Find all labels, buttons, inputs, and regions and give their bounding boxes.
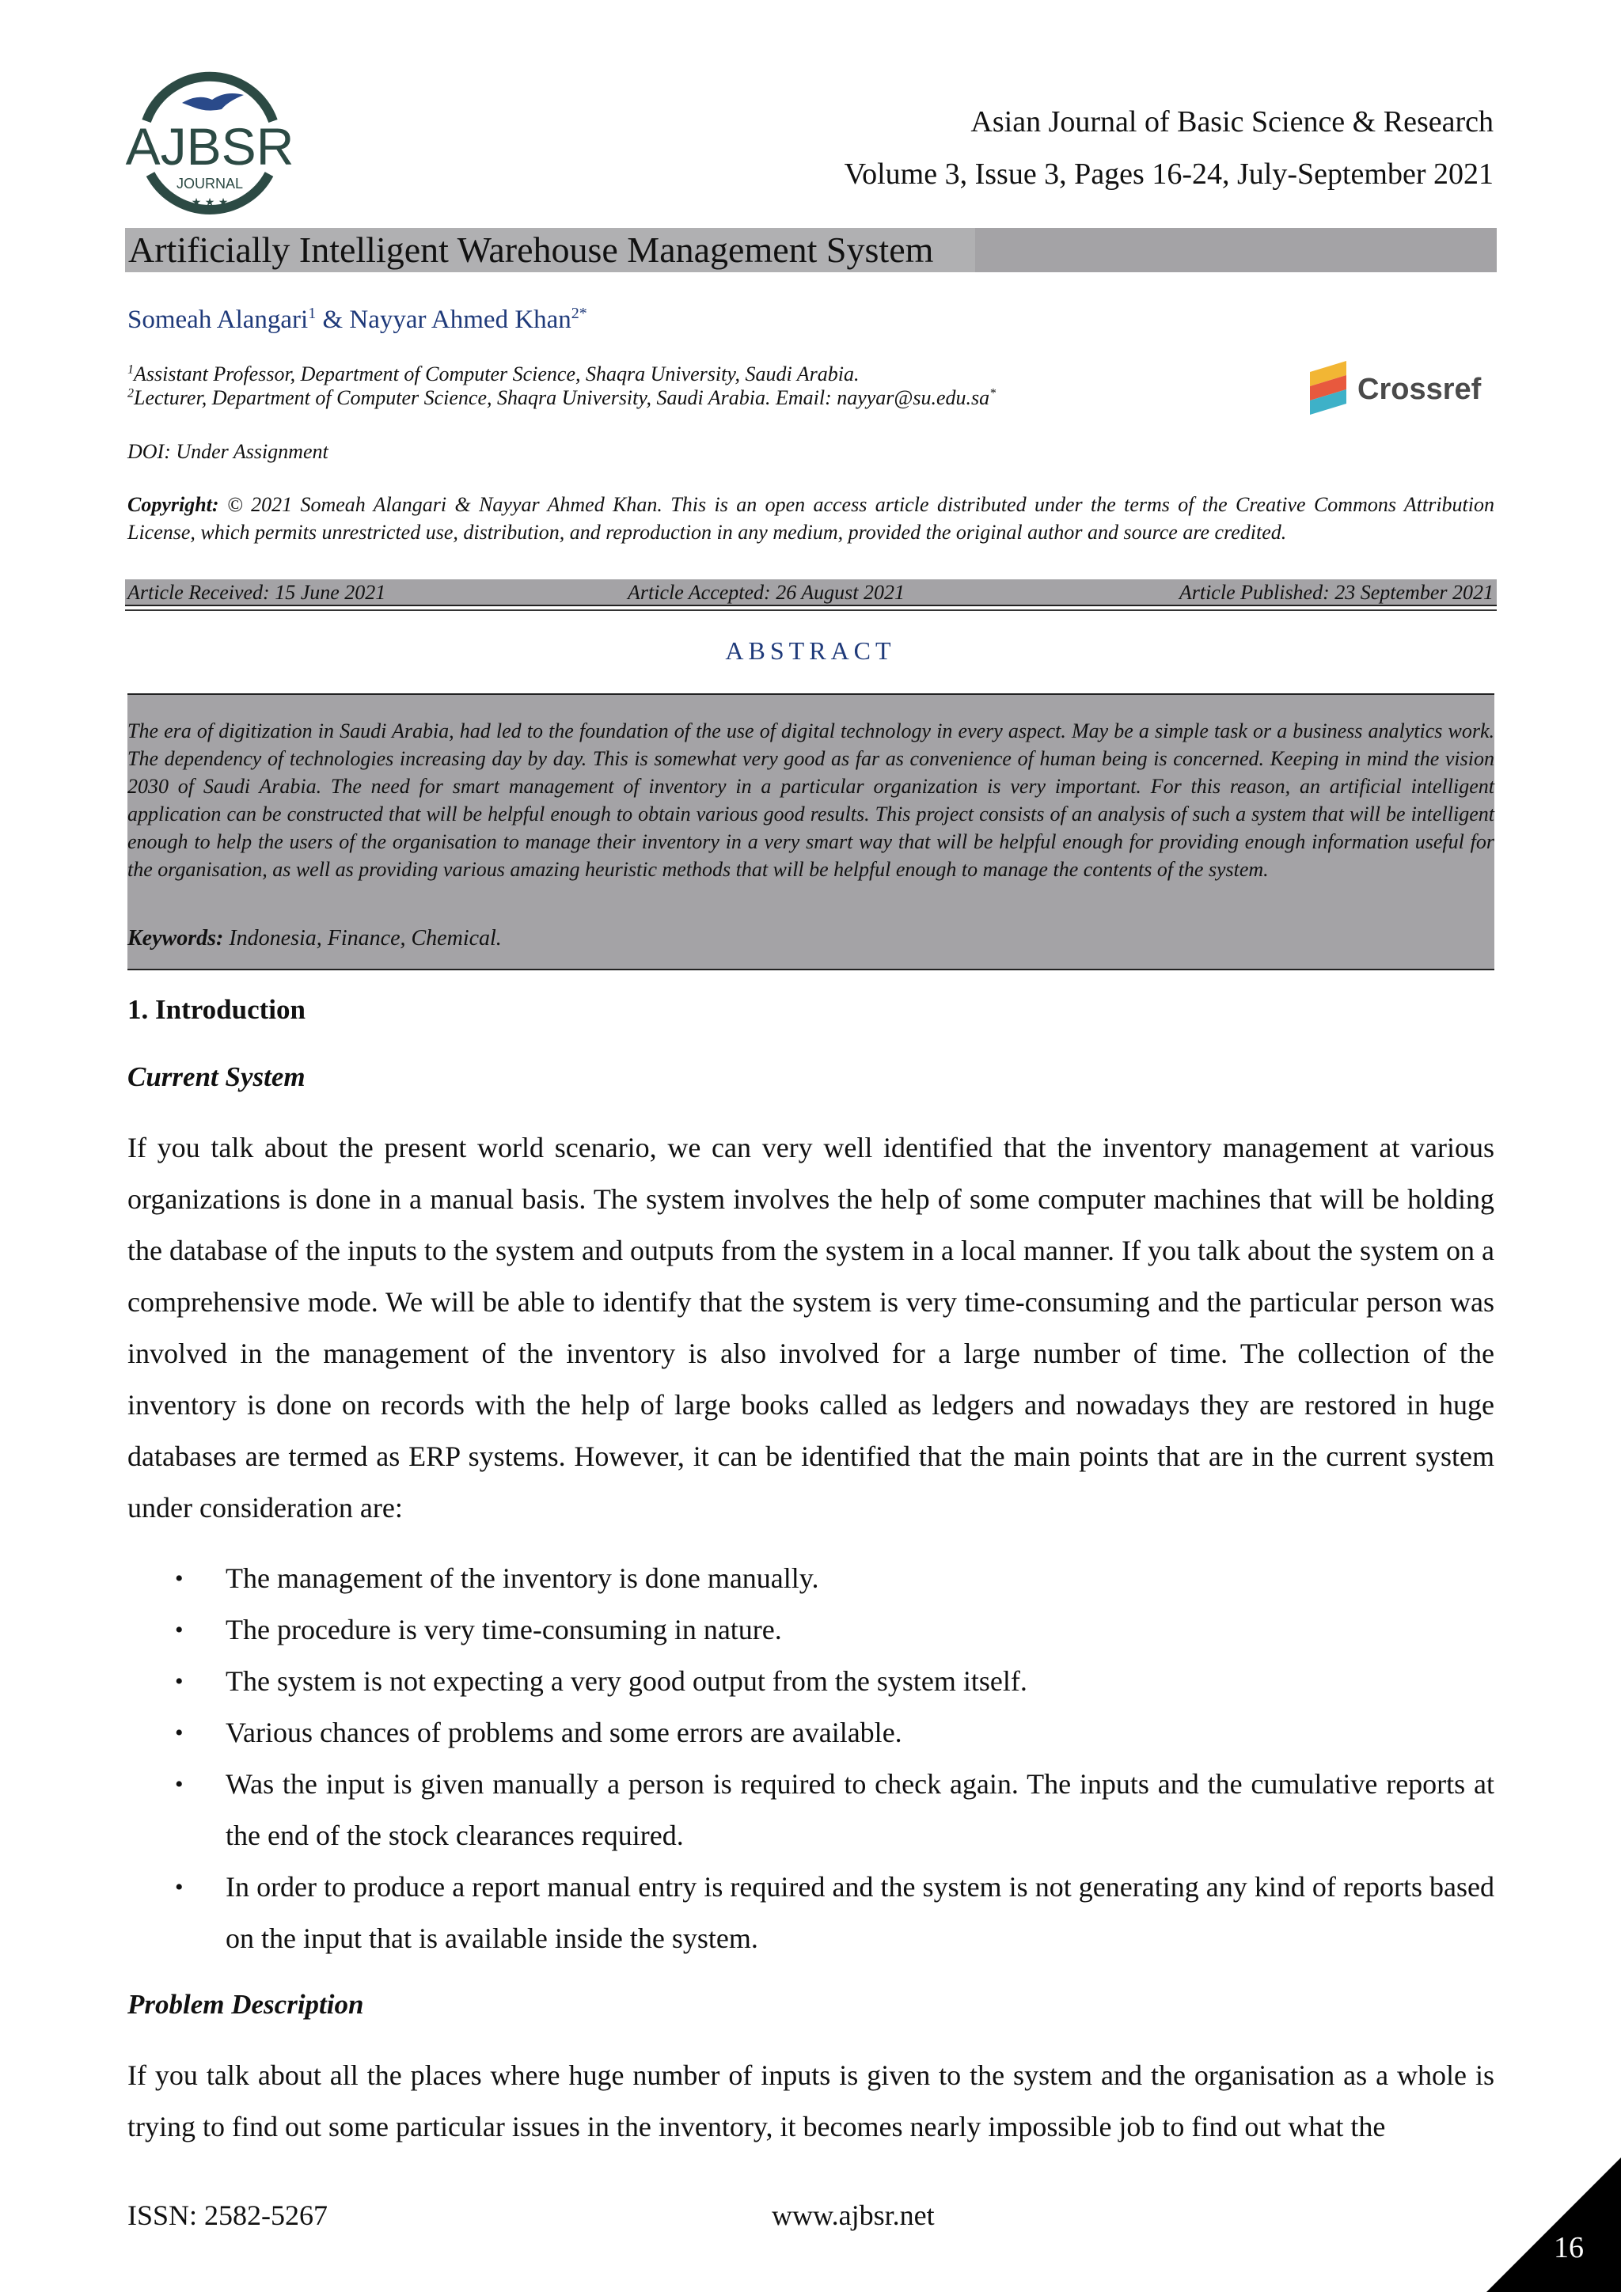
affiliation-2 xyxy=(127,386,996,410)
author-2: Nayyar Ahmed Khan xyxy=(349,306,571,334)
date-accepted: Article Accepted: 26 August 2021 xyxy=(628,581,905,604)
list-item xyxy=(127,1553,1494,1604)
bullet-icon: • xyxy=(175,1874,184,1900)
list-item-text: The management of the inventory is done manually. xyxy=(226,1562,819,1594)
date-received: Article Received: 15 June 2021 xyxy=(127,581,386,604)
paragraph-problem-description: If you talk about all the places where huge number of inputs is given to the system and the organisation as a whole is trying to find out some particular issues in the inventory, it becomes nearly impossible job to find out what the xyxy=(127,2059,1494,2142)
page-corner-triangle xyxy=(1486,2157,1621,2292)
abstract-box xyxy=(127,693,1494,970)
crossref-badge[interactable] xyxy=(1310,358,1494,419)
author-separator: & xyxy=(316,306,350,334)
logo-subtext: JOURNAL xyxy=(176,176,244,192)
list-item-text: Was the input is given manually a person is required to check again. The inputs and the cumulative reports at the end of the stock clearances required. xyxy=(226,1768,1494,1851)
list-item-text: Various chances of problems and some errors are available. xyxy=(226,1717,902,1748)
page-number: 16 xyxy=(1554,2231,1584,2264)
subheading-current-system: Current System xyxy=(127,1061,306,1092)
bullet-icon: • xyxy=(175,1565,184,1592)
section-heading-introduction: 1. Introduction xyxy=(127,994,306,1025)
copyright-text: © 2021 Someah Alangari & Nayyar Ahmed Khan. This is an open access article distributed under the terms of the Creative Commons Attribution License, which permits unrestricted use, distribution, and reproduction in any medium, provided the original author and source are credited. xyxy=(127,493,1494,544)
affiliation-1 xyxy=(127,362,859,386)
journal-logo xyxy=(119,62,301,224)
list-item xyxy=(127,1759,1494,1861)
paragraph-current-system: If you talk about the present world scenario, we can very well identified that the inventory management at various organizations is done in a manual basis. The system involves the help of some computer machines that will be holding the database of the inputs to the system and outputs from the system in a local manner. If you talk about the system on a comprehensive mode. We will be able to identify that the system is very time-consuming and the particular person was involved in the management of the inventory is also involved for a large number of time. The collection of the inventory is done on records with the help of large books called as ledgers and nowadays they are restored in huge databases are termed as ERP systems. However, it can be identified that the main points that are in the current system under consideration are: xyxy=(127,1132,1494,1524)
aff-2-text: Lecturer, Department of Computer Science, Shaqra University, Saudi Arabia. Email: nayyar@su.edu.sa xyxy=(134,386,990,409)
journal-name: Asian Journal of Basic Science & Research xyxy=(970,105,1494,139)
list-item-text: The procedure is very time-consuming in nature. xyxy=(226,1614,782,1645)
crossref-text: Crossref xyxy=(1357,373,1482,406)
authors-line xyxy=(127,305,587,335)
aff-2-sup: 2 xyxy=(127,386,134,400)
footer-website[interactable]: www.ajbsr.net xyxy=(772,2199,935,2231)
article-title: Artificially Intelligent Warehouse Management System xyxy=(128,230,934,270)
keywords-label: Keywords: xyxy=(127,926,224,951)
aff-2-star: * xyxy=(989,386,997,400)
logo-stars: ★ ★ ★ xyxy=(191,196,229,209)
dates-divider xyxy=(125,609,1497,611)
list-item xyxy=(127,1656,1494,1707)
copyright-label: Copyright: xyxy=(127,493,219,516)
bullet-icon: • xyxy=(175,1668,184,1694)
list-item xyxy=(127,1604,1494,1656)
doi-line: DOI: Under Assignment xyxy=(127,440,328,463)
bullet-icon: • xyxy=(175,1720,184,1746)
list-item xyxy=(127,1707,1494,1759)
author-2-sup: 2* xyxy=(571,305,587,322)
list-item xyxy=(127,1861,1494,1964)
keywords-line xyxy=(127,926,502,951)
logo-text: AJBSR xyxy=(125,117,294,176)
bird-icon xyxy=(182,93,244,111)
author-1: Someah Alangari xyxy=(127,306,309,334)
bullet-list xyxy=(127,1553,1494,1964)
date-published: Article Published: 23 September 2021 xyxy=(1179,581,1494,604)
subheading-problem-description: Problem Description xyxy=(127,1989,364,2020)
aff-1-sup: 1 xyxy=(127,362,134,377)
list-item-text: In order to produce a report manual entry is required and the system is not generating any kind of reports based on the input that is available inside the system. xyxy=(226,1871,1494,1954)
abstract-heading: ABSTRACT xyxy=(725,636,896,665)
author-1-sup: 1 xyxy=(308,305,317,322)
title-band xyxy=(125,228,1497,272)
footer-issn: ISSN: 2582-5267 xyxy=(127,2199,328,2231)
copyright-notice xyxy=(127,491,1494,546)
dates-band xyxy=(125,579,1497,606)
volume-info: Volume 3, Issue 3, Pages 16-24, July-September 2021 xyxy=(844,157,1494,191)
aff-1-text: Assistant Professor, Department of Computer Science, Shaqra University, Saudi Arabia. xyxy=(134,362,860,385)
bullet-icon: • xyxy=(175,1617,184,1643)
abstract-text: The era of digitization in Saudi Arabia, had led to the foundation of the use of digital technology in every aspect. May be a simple task or a business analytics work. The dependency of technologies increasing day by day. This is somewhat very good as far as convenience of human being is concerned. Keeping in mind the vision 2030 of Saudi Arabia. The need for smart management of inventory in a particular organization is very important. For this reason, an artificial intelligent application can be constructed that will be helpful enough to obtain various good results. This project consists of an analysis of such a system that will be intelligent enough to help the users of the organisation to manage their inventory in a very smart way that will be helpful enough for providing enough information useful for the organisation, as well as providing various amazing heuristic methods that will be helpful enough to manage the contents of the system. xyxy=(127,719,1494,881)
bullet-icon: • xyxy=(175,1771,184,1797)
list-item-text: The system is not expecting a very good output from the system itself. xyxy=(226,1665,1027,1697)
keywords-values: Indonesia, Finance, Chemical. xyxy=(223,926,502,951)
